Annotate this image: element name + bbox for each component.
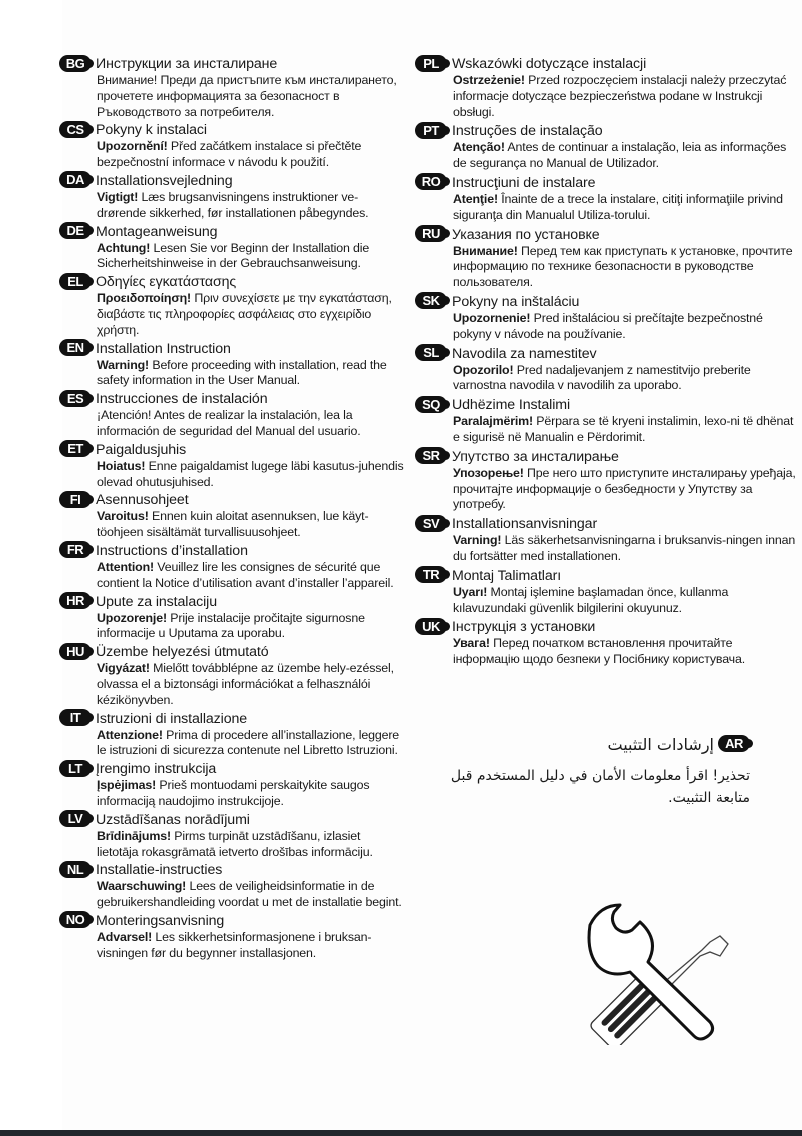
- entry-body: [453, 363, 800, 395]
- warning-label: Brīdinājums!: [97, 828, 171, 843]
- warning-label: Attention!: [97, 559, 154, 574]
- language-badge: ES: [59, 390, 91, 407]
- warning-text: Përpara se të kryeni instalimin, lexo-ni të dhënat e sigurisë në Manualin e Përdorimit.: [453, 414, 794, 444]
- language-entry-ar: [415, 733, 750, 809]
- warning-label: Vigyázat!: [97, 661, 150, 676]
- warning-label: Varning!: [453, 533, 502, 548]
- language-badge: SL: [415, 344, 447, 361]
- entry-title: Instrucciones de instalación: [96, 391, 268, 408]
- language-entry-nl: [59, 861, 404, 911]
- language-entry-sl: [415, 345, 800, 395]
- entry-body: [453, 73, 800, 120]
- entry-title: إرشادات التثبيت: [607, 734, 714, 754]
- language-entry-lv: [59, 811, 404, 861]
- language-entry-fi: [59, 491, 404, 541]
- right-column: [415, 55, 800, 670]
- entry-title: Указания по установке: [452, 226, 600, 243]
- warning-text: Pred inštaláciou si prečítajte bezpečnostné pokyny v návode na používanie.: [453, 310, 763, 341]
- entry-title: Инструкции за инсталиране: [96, 56, 278, 72]
- warning-text: Před začátkem instalace si přečtěte bezpečnostní informace v návodu k použití.: [97, 139, 362, 170]
- entry-body: [97, 829, 404, 861]
- warning-text: Læs brugsanvisningens instruktioner ve-drørende sikkerhed, før installationen påbegyndes.: [97, 189, 369, 220]
- language-badge: SR: [415, 447, 447, 464]
- warning-text: Перед початком встановлення прочитайте інформацію щодо безпеки у Посібнику користувача.: [453, 636, 746, 667]
- language-badge: SK: [415, 292, 447, 309]
- language-entry-sq: [415, 396, 800, 446]
- warning-label: Waarschuwing!: [97, 879, 187, 894]
- entry-body: [453, 414, 800, 446]
- entry-body: [453, 533, 800, 565]
- warning-text: Veuillez lire les consignes de sécurité que contient la Notice d’utilisation avant d’installer l’appareil.: [97, 559, 394, 590]
- entry-title: Uzstādīšanas norādījumi: [96, 811, 250, 828]
- language-entry-pl: [415, 55, 800, 120]
- language-badge: EL: [59, 273, 91, 290]
- entry-body: [97, 190, 404, 222]
- warning-text: Lees de veiligheidsinformatie in de gebruikershandleiding voordat u met de installatie begint.: [97, 879, 402, 910]
- language-badge: NL: [59, 861, 91, 878]
- entry-title: Installationsvejledning: [96, 172, 233, 189]
- language-entry-ru: [415, 226, 800, 291]
- warning-label: Attenzione!: [97, 727, 163, 742]
- warning-label: Упозорење!: [453, 465, 524, 480]
- entry-body: [453, 636, 800, 668]
- language-entry-bg: [59, 55, 404, 120]
- language-badge: IT: [59, 709, 91, 726]
- language-entry-sv: [415, 515, 800, 565]
- entry-title: Οδηγίες εγκατάστασης: [96, 274, 237, 291]
- wrench-screwdriver-icon: [570, 880, 760, 1045]
- entry-title: Упутство за инсталирање: [452, 448, 619, 465]
- warning-text: Montaj işlemine başlamadan önce, kullanma kılavuzundaki güvenlik bilgilerini okuyunuz.: [453, 584, 729, 615]
- language-entry-no: [59, 912, 404, 962]
- entry-body: [97, 611, 404, 643]
- language-badge: TR: [415, 566, 447, 583]
- language-badge: DA: [59, 171, 91, 188]
- language-badge: HU: [59, 643, 91, 660]
- entry-body: [97, 408, 404, 440]
- warning-text: Prieš montuodami perskaitykite saugos informaciją naudojimo instrukcijoje.: [97, 778, 370, 808]
- entry-title: Instrucţiuni de instalare: [452, 174, 596, 191]
- entry-title: Інструкція з установки: [452, 619, 596, 636]
- warning-text: Mielőtt továbblépne az üzembe hely-ezéssel, olvassa el a biztonsági információkat a felhasználói kézikönyvben.: [97, 661, 394, 707]
- language-badge: BG: [59, 55, 91, 72]
- entry-title: Instruções de instalação: [452, 123, 603, 140]
- warning-text: Înainte de a trece la instalare, citiţi informaţiile privind siguranţa din Manualul Utiliza-torului.: [453, 191, 783, 222]
- entry-body: [453, 466, 800, 513]
- warning-text: Ennen kuin aloitat asennuksen, lue käyt-töohjeen sisältämät turvallisuusohjeet.: [97, 509, 369, 540]
- entry-body: [97, 728, 404, 760]
- entry-body: [97, 139, 404, 171]
- entry-title: Instructions d’installation: [96, 542, 248, 559]
- language-entry-da: [59, 172, 404, 222]
- warning-label: Varoitus!: [97, 509, 149, 524]
- warning-label: Προειδοποίηση!: [97, 291, 192, 306]
- entry-body: [453, 140, 800, 172]
- language-badge: PL: [415, 55, 447, 72]
- warning-text: Läs säkerhetsanvisningarna i bruksanvis-ningen innan du fortsätter med installationen.: [453, 533, 796, 563]
- warning-text: Les sikkerhetsinformasjonene i bruksan-visningen før du begynner installasjonen.: [97, 929, 372, 960]
- warning-label: Uyarı!: [453, 584, 488, 599]
- warning-text: Внимание! Преди да пристъпите към инсталирането, прочетете информацията за безопасност в Ръководството за потребителя.: [97, 73, 397, 119]
- language-entry-el: [59, 273, 404, 338]
- warning-label: Внимание!: [453, 243, 518, 258]
- entry-title: Üzembe helyezési útmutató: [96, 644, 269, 661]
- warning-text: Pred nadaljevanjem z namestitvijo preberite varnostna navodila v navodilih za uporabo.: [453, 362, 751, 393]
- language-badge: NO: [59, 911, 91, 928]
- language-entry-uk: [415, 618, 800, 668]
- warning-text: Πριν συνεχίσετε με την εγκατάσταση, διαβάστε τις πληροφορίες ασφάλειας στο εγχειρίδιο χρήστη.: [97, 291, 392, 337]
- language-badge: RU: [415, 225, 447, 242]
- warning-label: Achtung!: [97, 240, 151, 255]
- entry-body: [97, 778, 404, 810]
- warning-label: Vigtigt!: [97, 189, 139, 204]
- entry-title: Installationsanvisningar: [452, 516, 598, 533]
- warning-label: Atenção!: [453, 140, 505, 155]
- entry-body: [97, 879, 404, 911]
- warning-label: Advarsel!: [97, 929, 153, 944]
- language-badge: SV: [415, 515, 447, 532]
- warning-text: Prima di procedere all’installazione, leggere le istruzioni di sicurezza contenute nel Libretto Istruzioni.: [97, 727, 400, 758]
- entry-title: Istruzioni di installazione: [96, 710, 248, 727]
- language-entry-sr: [415, 448, 800, 513]
- language-badge: EN: [59, 339, 91, 356]
- entry-title: Monteringsanvisning: [96, 912, 225, 929]
- language-badge: FR: [59, 541, 91, 558]
- entry-body: [97, 459, 404, 491]
- language-entry-lt: [59, 760, 404, 810]
- entry-body: [97, 241, 404, 273]
- language-badge: RO: [415, 173, 447, 190]
- language-badge: PT: [415, 122, 447, 139]
- language-badge: SQ: [415, 396, 447, 413]
- warning-label: Opozorilo!: [453, 362, 514, 377]
- warning-label: Warning!: [97, 357, 150, 372]
- entry-body: [453, 585, 800, 617]
- entry-title: Pokyny k instalaci: [96, 122, 207, 139]
- warning-label: Įspėjimas!: [97, 778, 157, 793]
- warning-text: ¡Atención! Antes de realizar la instalación, lea la información de seguridad del Manual del usuario.: [97, 408, 361, 438]
- entry-body: [97, 291, 404, 338]
- language-badge: ET: [59, 440, 91, 457]
- warning-label: Увага!: [453, 636, 490, 651]
- language-entry-ro: [415, 174, 800, 224]
- entry-body: [453, 192, 800, 224]
- language-badge: LV: [59, 810, 91, 827]
- warning-label: Upozornenie!: [453, 310, 531, 325]
- language-entry-tr: [415, 567, 800, 617]
- left-column: [59, 55, 404, 962]
- warning-label: Paralajmërim!: [453, 414, 534, 429]
- entry-body: [97, 73, 404, 120]
- entry-body: [97, 661, 404, 708]
- language-entry-it: [59, 710, 404, 760]
- warning-text: Lesen Sie vor Beginn der Installation die Sicherheitshinweise in der Gebrauchsanweisung.: [97, 240, 370, 271]
- entry-body: [97, 560, 404, 592]
- warning-text: Пре него што приступите инсталирању уређаја, прочитајте информације о безбедности у Упутству за употребу.: [453, 465, 796, 512]
- language-entry-et: [59, 441, 404, 491]
- entry-title: Asennusohjeet: [96, 492, 189, 509]
- warning-text: Przed rozpoczęciem instalacji należy przeczytać informacje dotyczące bezpieczeństwa podane w Instrukcji obsługi.: [453, 73, 787, 119]
- entry-title: Wskazówki dotyczące instalacji: [452, 56, 647, 72]
- warning-label: Hoiatus!: [97, 458, 146, 473]
- entry-title: Įrengimo instrukcija: [96, 761, 217, 778]
- language-entry-es: [59, 390, 404, 440]
- language-badge: UK: [415, 618, 447, 635]
- warning-text: Antes de continuar a instalação, leia as informações de segurança no Manual de Utilizador.: [453, 140, 787, 171]
- language-entry-sk: [415, 293, 800, 343]
- bottom-bar: [0, 1130, 802, 1136]
- entry-body: [97, 358, 404, 390]
- warning-text: Before proceeding with installation, read the safety information in the User Manual.: [97, 357, 387, 388]
- language-badge: HR: [59, 592, 91, 609]
- warning-text: Pirms turpināt uzstādīšanu, izlasiet lietotāja rokasgrāmatā ietverto drošības informāciju.: [97, 828, 373, 859]
- warning-text: Перед тем как приступать к установке, прочтите информацию по технике безопасности в руководстве пользователя.: [453, 243, 793, 290]
- warning-label: Atenţie!: [453, 191, 498, 206]
- entry-body: [453, 244, 800, 291]
- language-entry-hr: [59, 593, 404, 643]
- language-entry-cs: [59, 121, 404, 171]
- language-badge: CS: [59, 121, 91, 138]
- warning-label: Ostrzeżenie!: [453, 73, 525, 87]
- entry-body: [453, 311, 800, 343]
- language-badge: FI: [59, 491, 91, 508]
- entry-title: Montaj Talimatları: [452, 567, 562, 584]
- language-entry-fr: [59, 542, 404, 592]
- language-badge: DE: [59, 222, 91, 239]
- language-entry-en: [59, 340, 404, 390]
- entry-title: Navodila za namestitev: [452, 345, 597, 362]
- warning-text: Enne paigaldamist lugege läbi kasutus-juhendis olevad ohutusjuhised.: [97, 458, 404, 489]
- warning-text: Prije instalacije pročitajte sigurnosne informacije u Uputama za uporabu.: [97, 610, 365, 641]
- entry-title: Udhëzime Instalimi: [452, 397, 571, 414]
- language-badge: LT: [59, 760, 91, 777]
- entry-body: [97, 930, 404, 962]
- entry-body: تحذير! اقرأ معلومات الأمان في دليل المستخدم قبل متابعة التثبيت.: [450, 768, 750, 806]
- language-entry-pt: [415, 122, 800, 172]
- warning-label: Upozorenje!: [97, 610, 167, 625]
- entry-title: Upute za instalaciju: [96, 593, 218, 610]
- language-entry-de: [59, 223, 404, 273]
- entry-body: [97, 509, 404, 541]
- entry-title: Installation Instruction: [96, 340, 231, 357]
- warning-label: Upozornění!: [97, 139, 168, 154]
- entry-title: Pokyny na inštaláciu: [452, 293, 580, 310]
- entry-title: Montageanweisung: [96, 223, 218, 240]
- language-entry-hu: [59, 643, 404, 708]
- entry-title: Installatie-instructies: [96, 862, 223, 879]
- entry-title: Paigaldusjuhis: [96, 441, 187, 458]
- language-badge: AR: [718, 735, 750, 752]
